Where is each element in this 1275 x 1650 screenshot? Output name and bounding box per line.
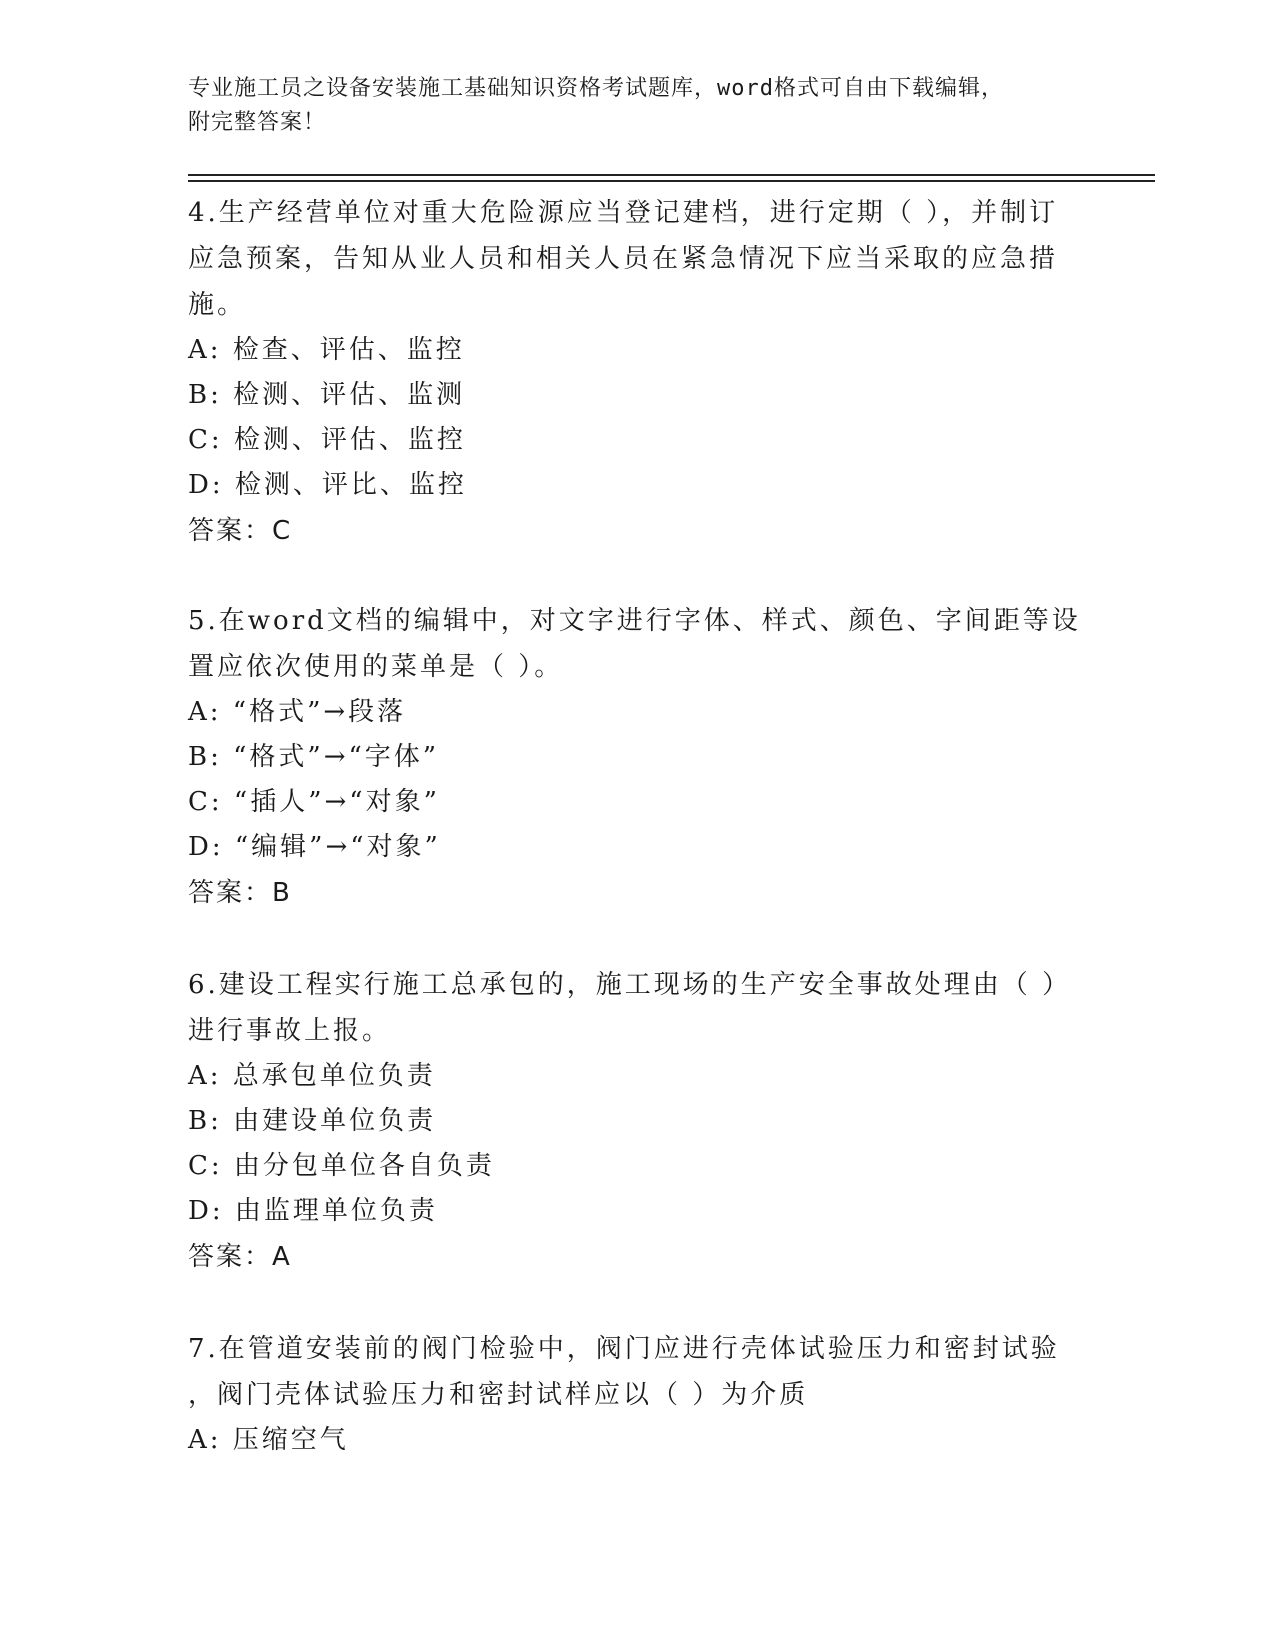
stem-line: 进行事故上报。 [188, 1016, 392, 1046]
option-b: B: 检测、评估、监测 [188, 380, 466, 410]
stem-line: 施。 [188, 290, 247, 320]
stem-line: 6.建设工程实行施工总承包的，施工现场的生产安全事故处理由（ ） [188, 970, 1072, 1000]
option-c: C: 检测、评估、监控 [188, 425, 466, 455]
question-stem [188, 962, 1088, 1054]
question-stem [188, 598, 1088, 690]
option-d: D: 检测、评比、监控 [188, 470, 467, 500]
option-a: A: “格式”→段落 [188, 697, 407, 727]
option-c: C: “插人”→“对象” [188, 787, 440, 817]
stem-line: ，阀门壳体试验压力和密封试样应以（ ）为介质 [188, 1380, 809, 1410]
question-stem [188, 1326, 1088, 1418]
option-b: B: 由建设单位负责 [188, 1106, 437, 1136]
stem-line: 5.在word文档的编辑中，对文字进行字体、样式、颜色、字间距等设 [188, 606, 1081, 636]
option-a: A: 压缩空气 [188, 1425, 349, 1455]
question-4 [188, 190, 1088, 554]
answer: 答案：A [188, 1242, 292, 1272]
option-d: D: 由监理单位负责 [188, 1196, 438, 1226]
answer: 答案：B [188, 878, 292, 908]
question-5 [188, 598, 1088, 916]
question-6 [188, 962, 1088, 1280]
stem-line: 应急预案，告知从业人员和相关人员在紧急情况下应当采取的应急措 [188, 244, 1059, 274]
header-line-1: 专业施工员之设备安装施工基础知识资格考试题库，word格式可自由下载编辑， [188, 76, 1004, 101]
option-d: D: “编辑”→“对象” [188, 832, 441, 862]
stem-line: 置应依次使用的菜单是（ ）。 [188, 652, 564, 682]
question-stem [188, 190, 1088, 328]
answer: 答案：C [188, 516, 293, 546]
question-7 [188, 1326, 1088, 1463]
header-line-2: 附完整答案！ [188, 110, 327, 135]
header-divider-bottom [188, 180, 1155, 182]
stem-line: 7.在管道安装前的阀门检验中，阀门应进行壳体试验压力和密封试验 [188, 1334, 1060, 1364]
header-note [188, 72, 1068, 140]
option-a: A: 总承包单位负责 [188, 1061, 436, 1091]
option-c: C: 由分包单位各自负责 [188, 1151, 495, 1181]
option-b: B: “格式”→“字体” [188, 742, 440, 772]
stem-line: 4.生产经营单位对重大危险源应当登记建档，进行定期（ ），并制订 [188, 198, 1059, 228]
option-a: A: 检查、评估、监控 [188, 335, 465, 365]
header-divider-top [188, 174, 1155, 176]
